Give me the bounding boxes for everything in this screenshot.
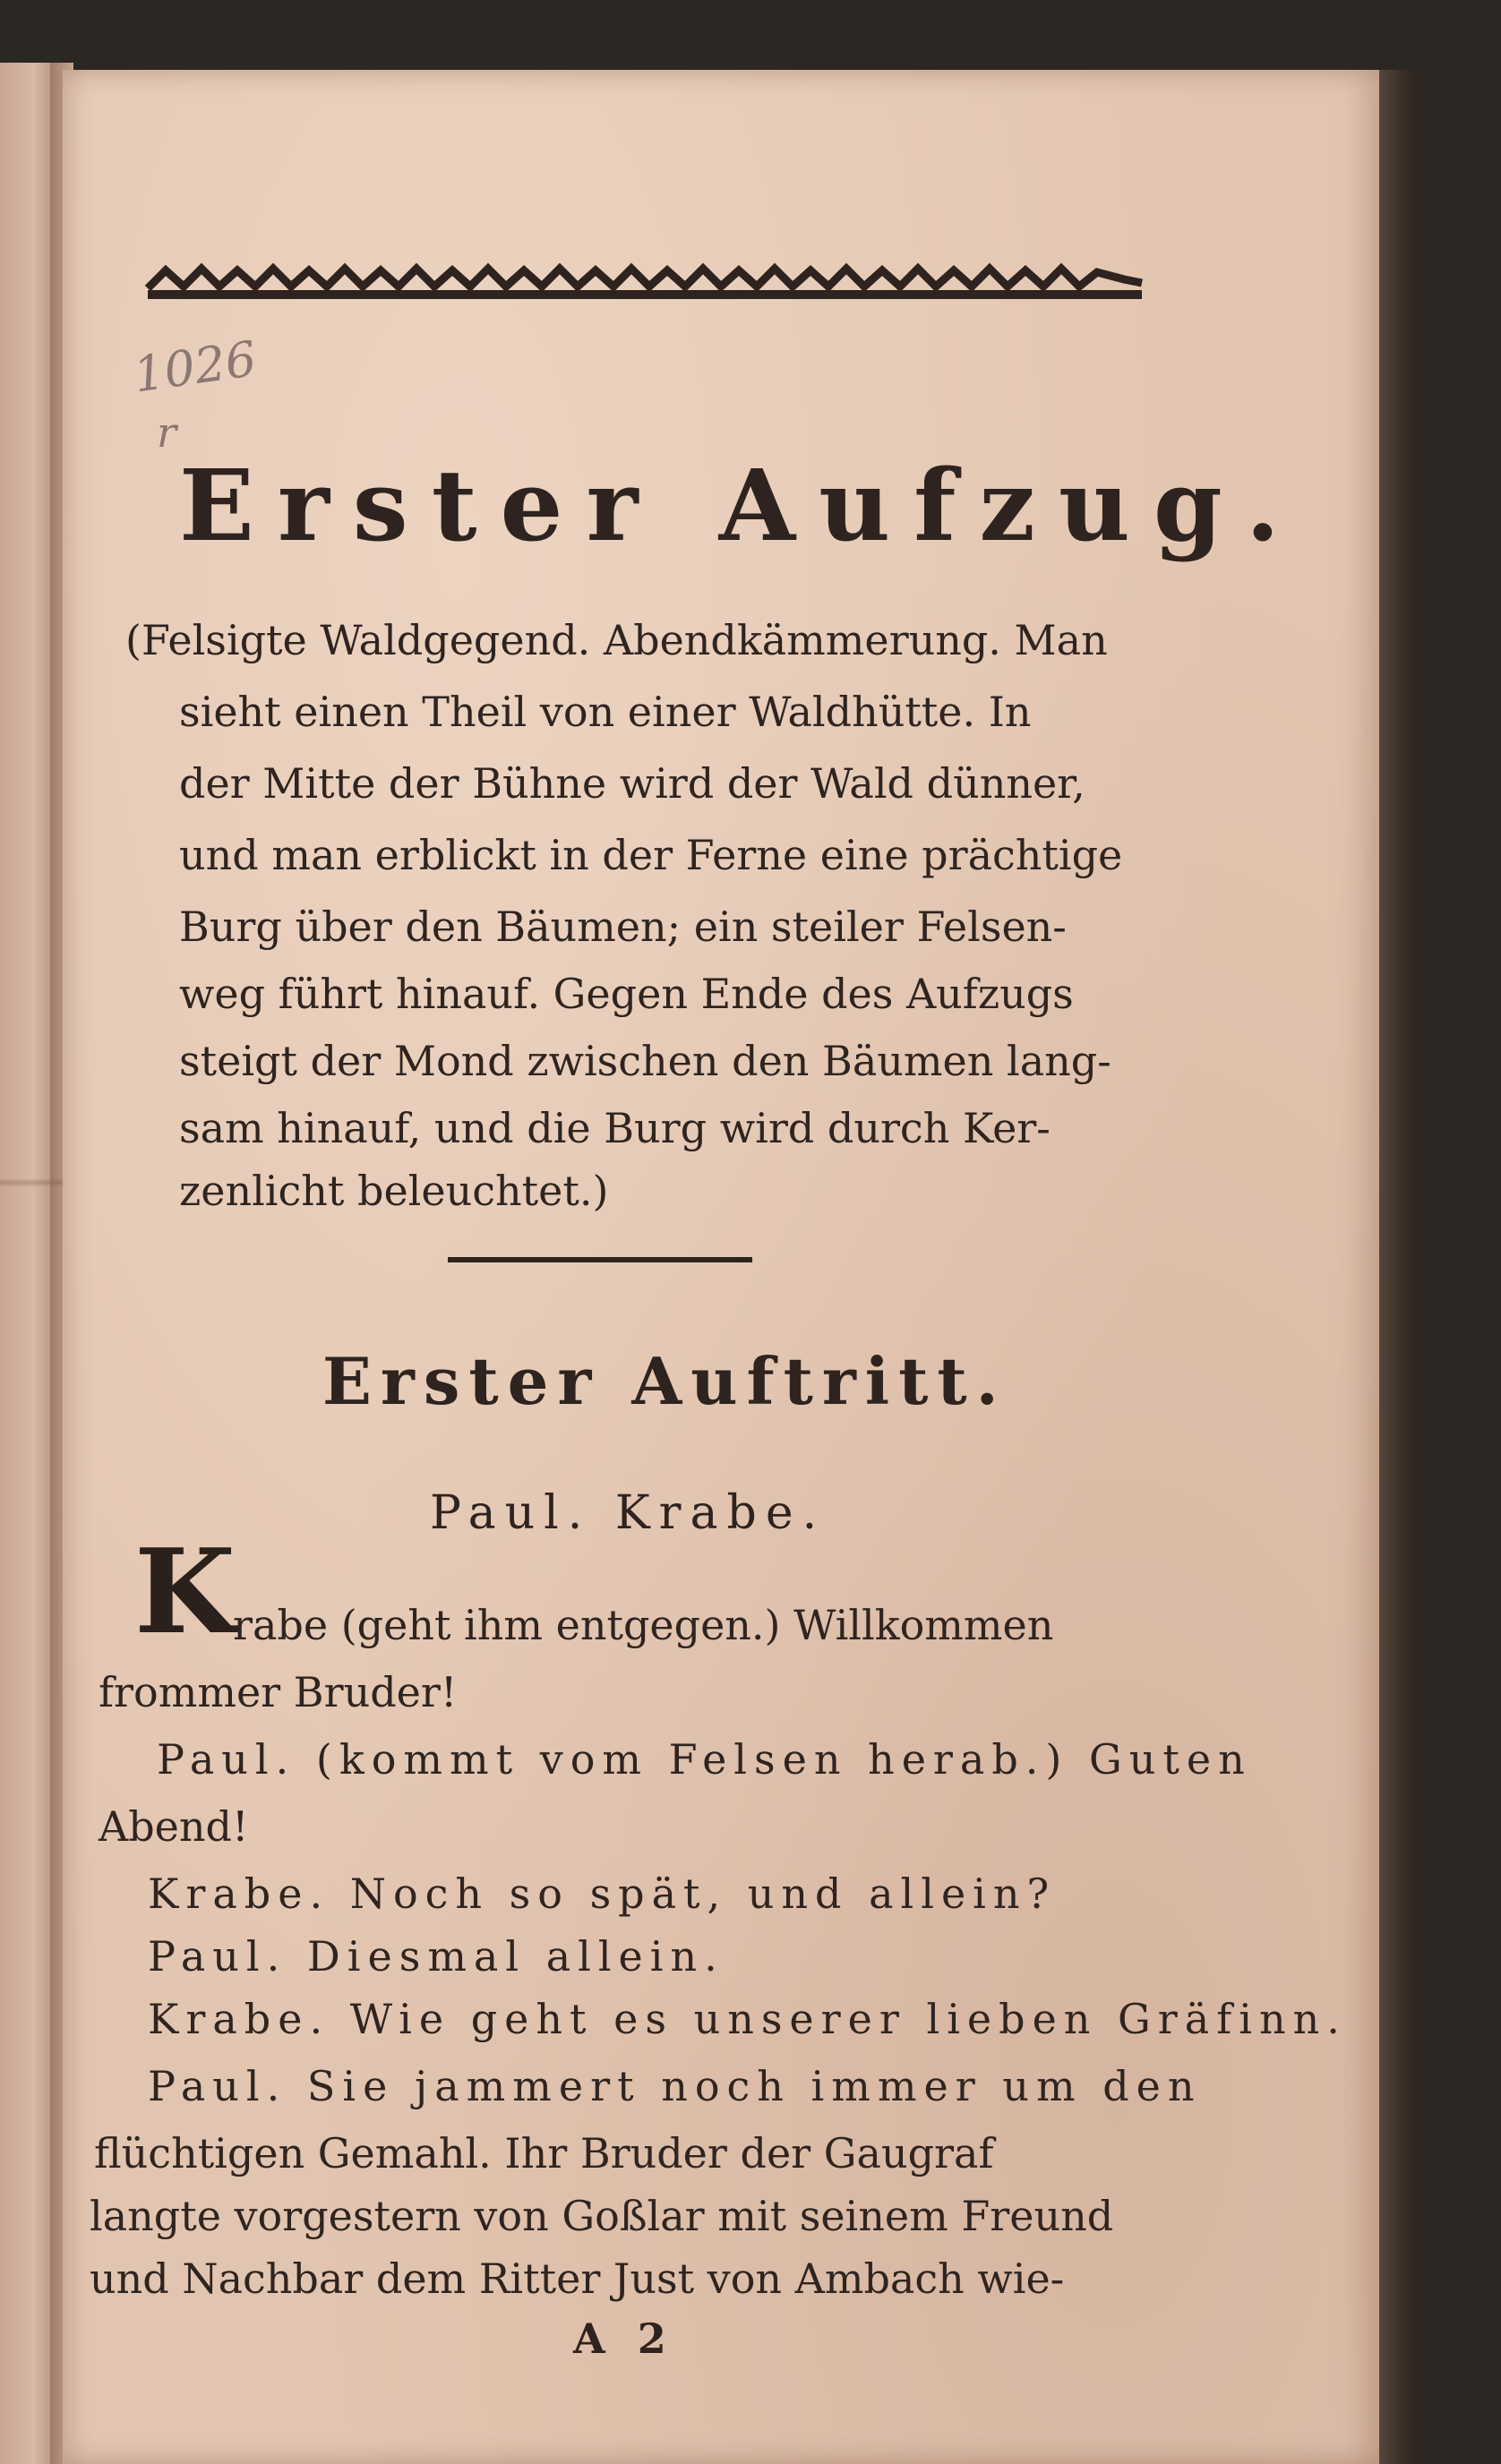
dialogue-line: Krabe. Noch so spät, und allein? bbox=[148, 1869, 1057, 1918]
dialogue-line: Paul. Diesmal allein. bbox=[148, 1932, 725, 1981]
signature-mark: A 2 bbox=[573, 2314, 675, 2363]
stage-direction-line: Burg über den Bäumen; ein steiler Felsen- bbox=[179, 903, 1067, 951]
stage-direction-line: steigt der Mond zwischen den Bäumen lang- bbox=[179, 1037, 1111, 1085]
stage-direction-line: weg führt hinauf. Gegen Ende des Aufzugs bbox=[179, 970, 1074, 1018]
headpiece-ornament bbox=[139, 252, 1151, 306]
dialogue-line: langte vorgestern von Goßlar mit seinem Freund bbox=[90, 2192, 1114, 2240]
dialogue-line: Paul. Sie jammert noch immer um den bbox=[148, 2062, 1202, 2110]
scene-title: Erster Auftritt. bbox=[322, 1343, 1008, 1419]
pencil-mark: r bbox=[157, 408, 176, 457]
book-cover-edge bbox=[1379, 70, 1417, 2464]
dialogue-line: und Nachbar dem Ritter Just von Ambach wie- bbox=[90, 2254, 1065, 2303]
stage-direction-line: der Mitte der Bühne wird der Wald dünner, bbox=[179, 759, 1085, 808]
dialogue-line: Paul. (kommt vom Felsen herab.) Guten bbox=[157, 1735, 1252, 1784]
act-title: Erster Aufzug. bbox=[179, 448, 1304, 563]
dialogue-line: frommer Bruder! bbox=[99, 1668, 458, 1716]
drop-cap: K bbox=[134, 1523, 236, 1660]
section-rule bbox=[448, 1253, 752, 1266]
dialogue-line: Krabe. Wie geht es unserer lieben Gräfinn. bbox=[148, 1995, 1347, 2043]
dialogue-line: Abend! bbox=[99, 1802, 249, 1851]
facing-page-edge bbox=[0, 63, 56, 2464]
pencil-note: 1026 bbox=[130, 330, 260, 404]
dialogue-line: flüchtigen Gemahl. Ihr Bruder der Gaugraf bbox=[94, 2129, 994, 2177]
stage-direction-line: und man erblickt in der Ferne eine prächtige bbox=[179, 831, 1123, 879]
character-list: Paul. Krabe. bbox=[430, 1486, 827, 1540]
stage-direction-line: zenlicht beleuchtet.) bbox=[179, 1167, 609, 1215]
stage-direction-line: sieht einen Theil von einer Waldhütte. In bbox=[179, 688, 1032, 736]
dialogue-line: rabe (geht ihm entgegen.) Willkommen bbox=[233, 1601, 1054, 1649]
stage-direction-line: (Felsigte Waldgegend. Abendkämmerung. Man bbox=[125, 616, 1108, 664]
stage-direction-line: sam hinauf, und die Burg wird durch Ker- bbox=[179, 1104, 1051, 1152]
